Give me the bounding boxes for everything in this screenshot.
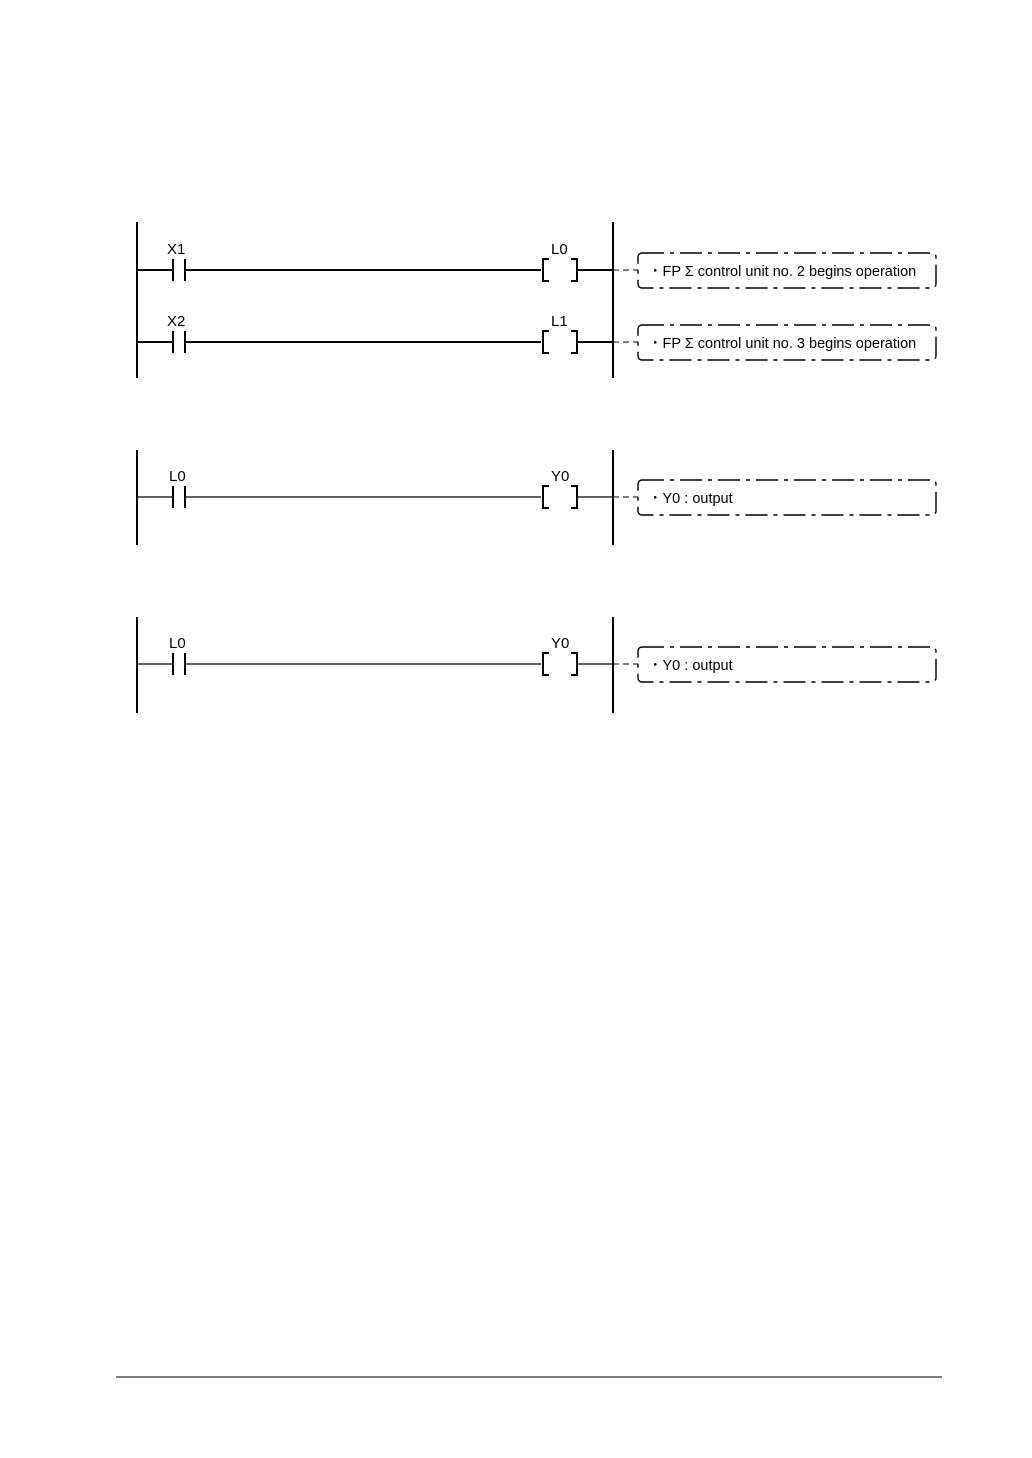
contact-x1 (173, 259, 185, 281)
rung-2 (137, 313, 936, 360)
coil-label: Y0 (551, 468, 570, 485)
ladder-block-1 (137, 222, 936, 378)
contact-label: L0 (169, 468, 186, 485)
contact-x2 (173, 331, 185, 353)
coil-label: L0 (551, 241, 568, 258)
contact-l0 (173, 653, 185, 675)
contact-l0 (173, 486, 185, 508)
rung-4 (137, 635, 936, 682)
contact-label: X2 (167, 313, 186, 330)
coil-label: Y0 (551, 635, 570, 652)
coil-y0 (543, 486, 577, 508)
rung-3 (137, 468, 936, 515)
rung-comment: ・Y0 : output (648, 491, 733, 507)
contact-label: X1 (167, 241, 186, 258)
rung-comment: ・FP Σ control unit no. 2 begins operation (648, 264, 917, 280)
contact-label: L0 (169, 635, 186, 652)
coil-y0 (543, 653, 577, 675)
ladder-block-3 (137, 617, 936, 713)
ladder-block-2 (137, 450, 936, 545)
rung-1 (137, 241, 936, 288)
rung-comment: ・FP Σ control unit no. 3 begins operation (648, 336, 917, 352)
coil-l1 (543, 331, 577, 353)
rung-comment: ・Y0 : output (648, 658, 733, 674)
coil-label: L1 (551, 313, 568, 330)
coil-l0 (543, 259, 577, 281)
